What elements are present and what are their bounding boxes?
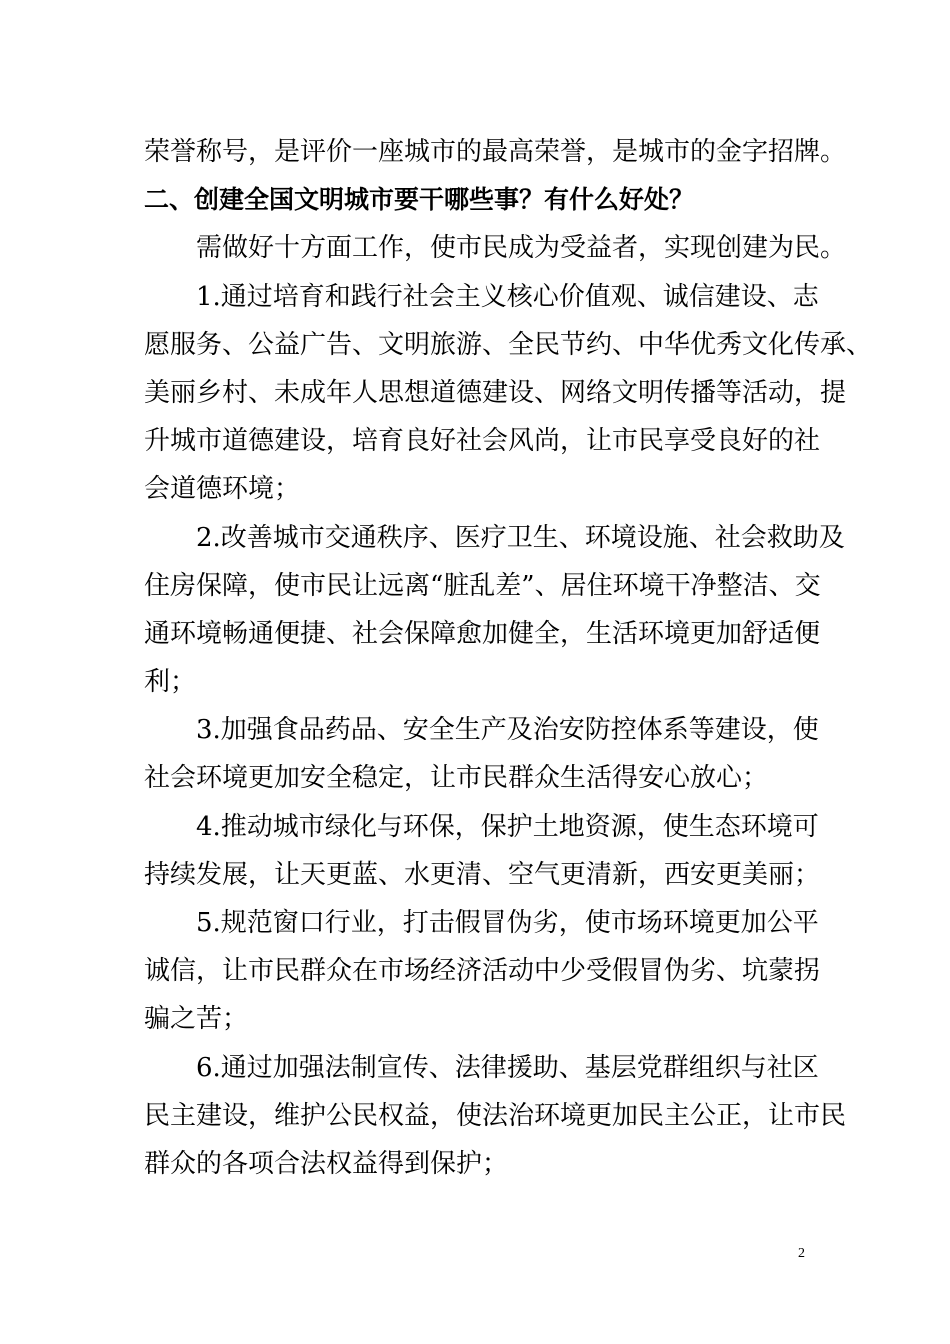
list-item-5-line: 诚信，让市民群众在市场经济活动中少受假冒伪劣、坑蒙拐: [144, 956, 821, 987]
list-item-2-line: 2.改善城市交通秩序、医疗卫生、环境设施、社会救助及: [196, 522, 845, 553]
text-line: 需做好十方面工作，使市民成为受益者，实现创建为民。: [196, 233, 847, 264]
list-item-2-line: 利；: [144, 667, 197, 698]
list-item-1-line: 会道德环境；: [144, 474, 301, 505]
page-number: 2: [798, 1246, 805, 1261]
list-item-1-line: 愿服务、公益广告、文明旅游、全民节约、中华优秀文化传承、: [144, 329, 873, 360]
list-item-6-line: 6.通过加强法制宣传、法律援助、基层党群组织与社区: [196, 1052, 819, 1083]
list-item-5-line: 骗之苦；: [144, 1004, 249, 1035]
list-item-1-line: 升城市道德建设，培育良好社会风尚，让市民享受良好的社: [144, 426, 821, 457]
list-item-2-line: 住房保障，使市民让远离“脏乱差”、居住环境干净整洁、交: [144, 570, 821, 601]
list-item-4-line: 持续发展，让天更蓝、水更清、空气更清新，西安更美丽；: [144, 859, 821, 890]
list-item-3-line: 社会环境更加安全稳定，让市民群众生活得安心放心；: [144, 763, 769, 794]
list-item-3-line: 3.加强食品药品、安全生产及治安防控体系等建设，使: [196, 715, 819, 746]
list-item-4-line: 4.推动城市绿化与环保，保护土地资源，使生态环境可: [196, 811, 819, 842]
list-item-2-line: 通环境畅通便捷、社会保障愈加健全，生活环境更加舒适便: [144, 618, 821, 649]
list-item-6-line: 群众的各项合法权益得到保护；: [144, 1148, 509, 1179]
list-item-5-line: 5.规范窗口行业，打击假冒伪劣，使市场环境更加公平: [196, 908, 819, 938]
section-heading: 二、创建全国文明城市要干哪些事？有什么好处？: [144, 185, 695, 215]
body-text: [144, 128, 873, 1188]
list-item-1-line: 1.通过培育和践行社会主义核心价值观、诚信建设、志: [196, 281, 819, 312]
list-item-6-line: 民主建设，维护公民权益，使法治环境更加民主公正，让市民: [144, 1100, 847, 1131]
text-line: 荣誉称号，是评价一座城市的最高荣誉，是城市的金字招牌。: [144, 137, 847, 167]
list-item-1-line: 美丽乡村、未成年人思想道德建设、网络文明传播等活动，提: [144, 377, 847, 408]
